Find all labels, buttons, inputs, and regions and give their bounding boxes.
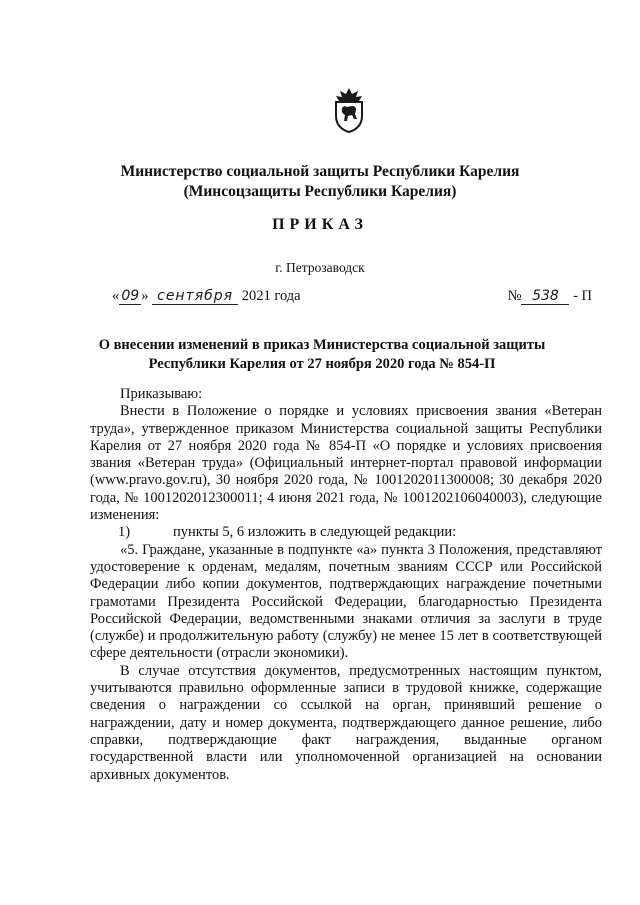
body-paragraph-1: Приказываю: [120, 386, 203, 402]
karelia-coat-of-arms-bear-icon [330, 86, 368, 134]
subject-line1: О внесении изменений в приказ Министерства социальной защиты [98, 337, 546, 353]
date-open-quote: « [112, 288, 120, 304]
ministry-name [0, 162, 640, 202]
subject-line2: Республики Карелия от 27 ноября 2020 года № 854-П [148, 356, 496, 372]
date-number-line [112, 288, 592, 308]
city-line: г. Петрозаводск [275, 260, 365, 275]
order-date [112, 288, 301, 305]
date-close-quote: » [141, 288, 149, 304]
list-item-text: пункты 5, 6 изложить в следующей редакции: [173, 524, 457, 541]
handwritten-month: сентября [152, 288, 238, 305]
order-title: ПРИКАЗ [272, 216, 368, 233]
handwritten-day: 09 [119, 288, 141, 305]
list-item-number: 1) [118, 524, 131, 541]
ministry-name-line1: Министерство социальной защиты Республики Карелия [120, 163, 520, 180]
number-prefix: № [507, 288, 522, 304]
handwritten-number: 538 [521, 288, 569, 305]
body-paragraph-4: В случае отсутствия документов, предусмотренных настоящим пунктом, учитываются правильно оформленные записи в трудовой книжке, содержащие сведения о награждении со ссылкой на орган, принявший решение о награждении, дату и номер документа, подтверждающего данное решение, либо справки, подтверждающие факт награждения, выданные органом государственной власти или уполномоченной организацией на основании архивных документов. [90, 662, 602, 783]
body-paragraph-2: Внести в Положение о порядке и условиях присвоения звания «Ветеран труда», утвержденное приказом Министерства социальной защиты Республики Карелия от 27 ноября 2020 года № 854-П «О порядке и условиях присвоения звания «Ветеран труда» (Официальный интернет-портал правовой информации (www.pravo.gov.ru), 30 ноября 2020 года, № 1001202011300008; 30 декабря 2020 года, № 1001202012300011; 4 июня 2021 года, № 1001202106040003), следующие изменения: [90, 403, 602, 524]
number-suffix: - П [573, 288, 592, 304]
ministry-name-line2: (Минсоцзащиты Республики Карелия) [183, 183, 457, 200]
order-subject [96, 336, 548, 374]
order-body [90, 386, 602, 784]
order-number [508, 288, 592, 305]
body-paragraph-3: «5. Граждане, указанные в подпункте «а» пункта 3 Положения, представляют удостоверение к орденам, медалям, почетным званиям СССР или Российской Федерации либо копии документов, подтверждающих награждение почетными грамотами Президента Российской Федерации, благодарностью Президента Российской Федерации, ведомственными знаками отличия за заслуги в труде (службе) и продолжительную работу (службу) не менее 15 лет в соответствующей сфере деятельности (отрасли экономики). [90, 541, 602, 662]
list-item [90, 524, 602, 541]
date-year: 2021 года [241, 288, 301, 304]
